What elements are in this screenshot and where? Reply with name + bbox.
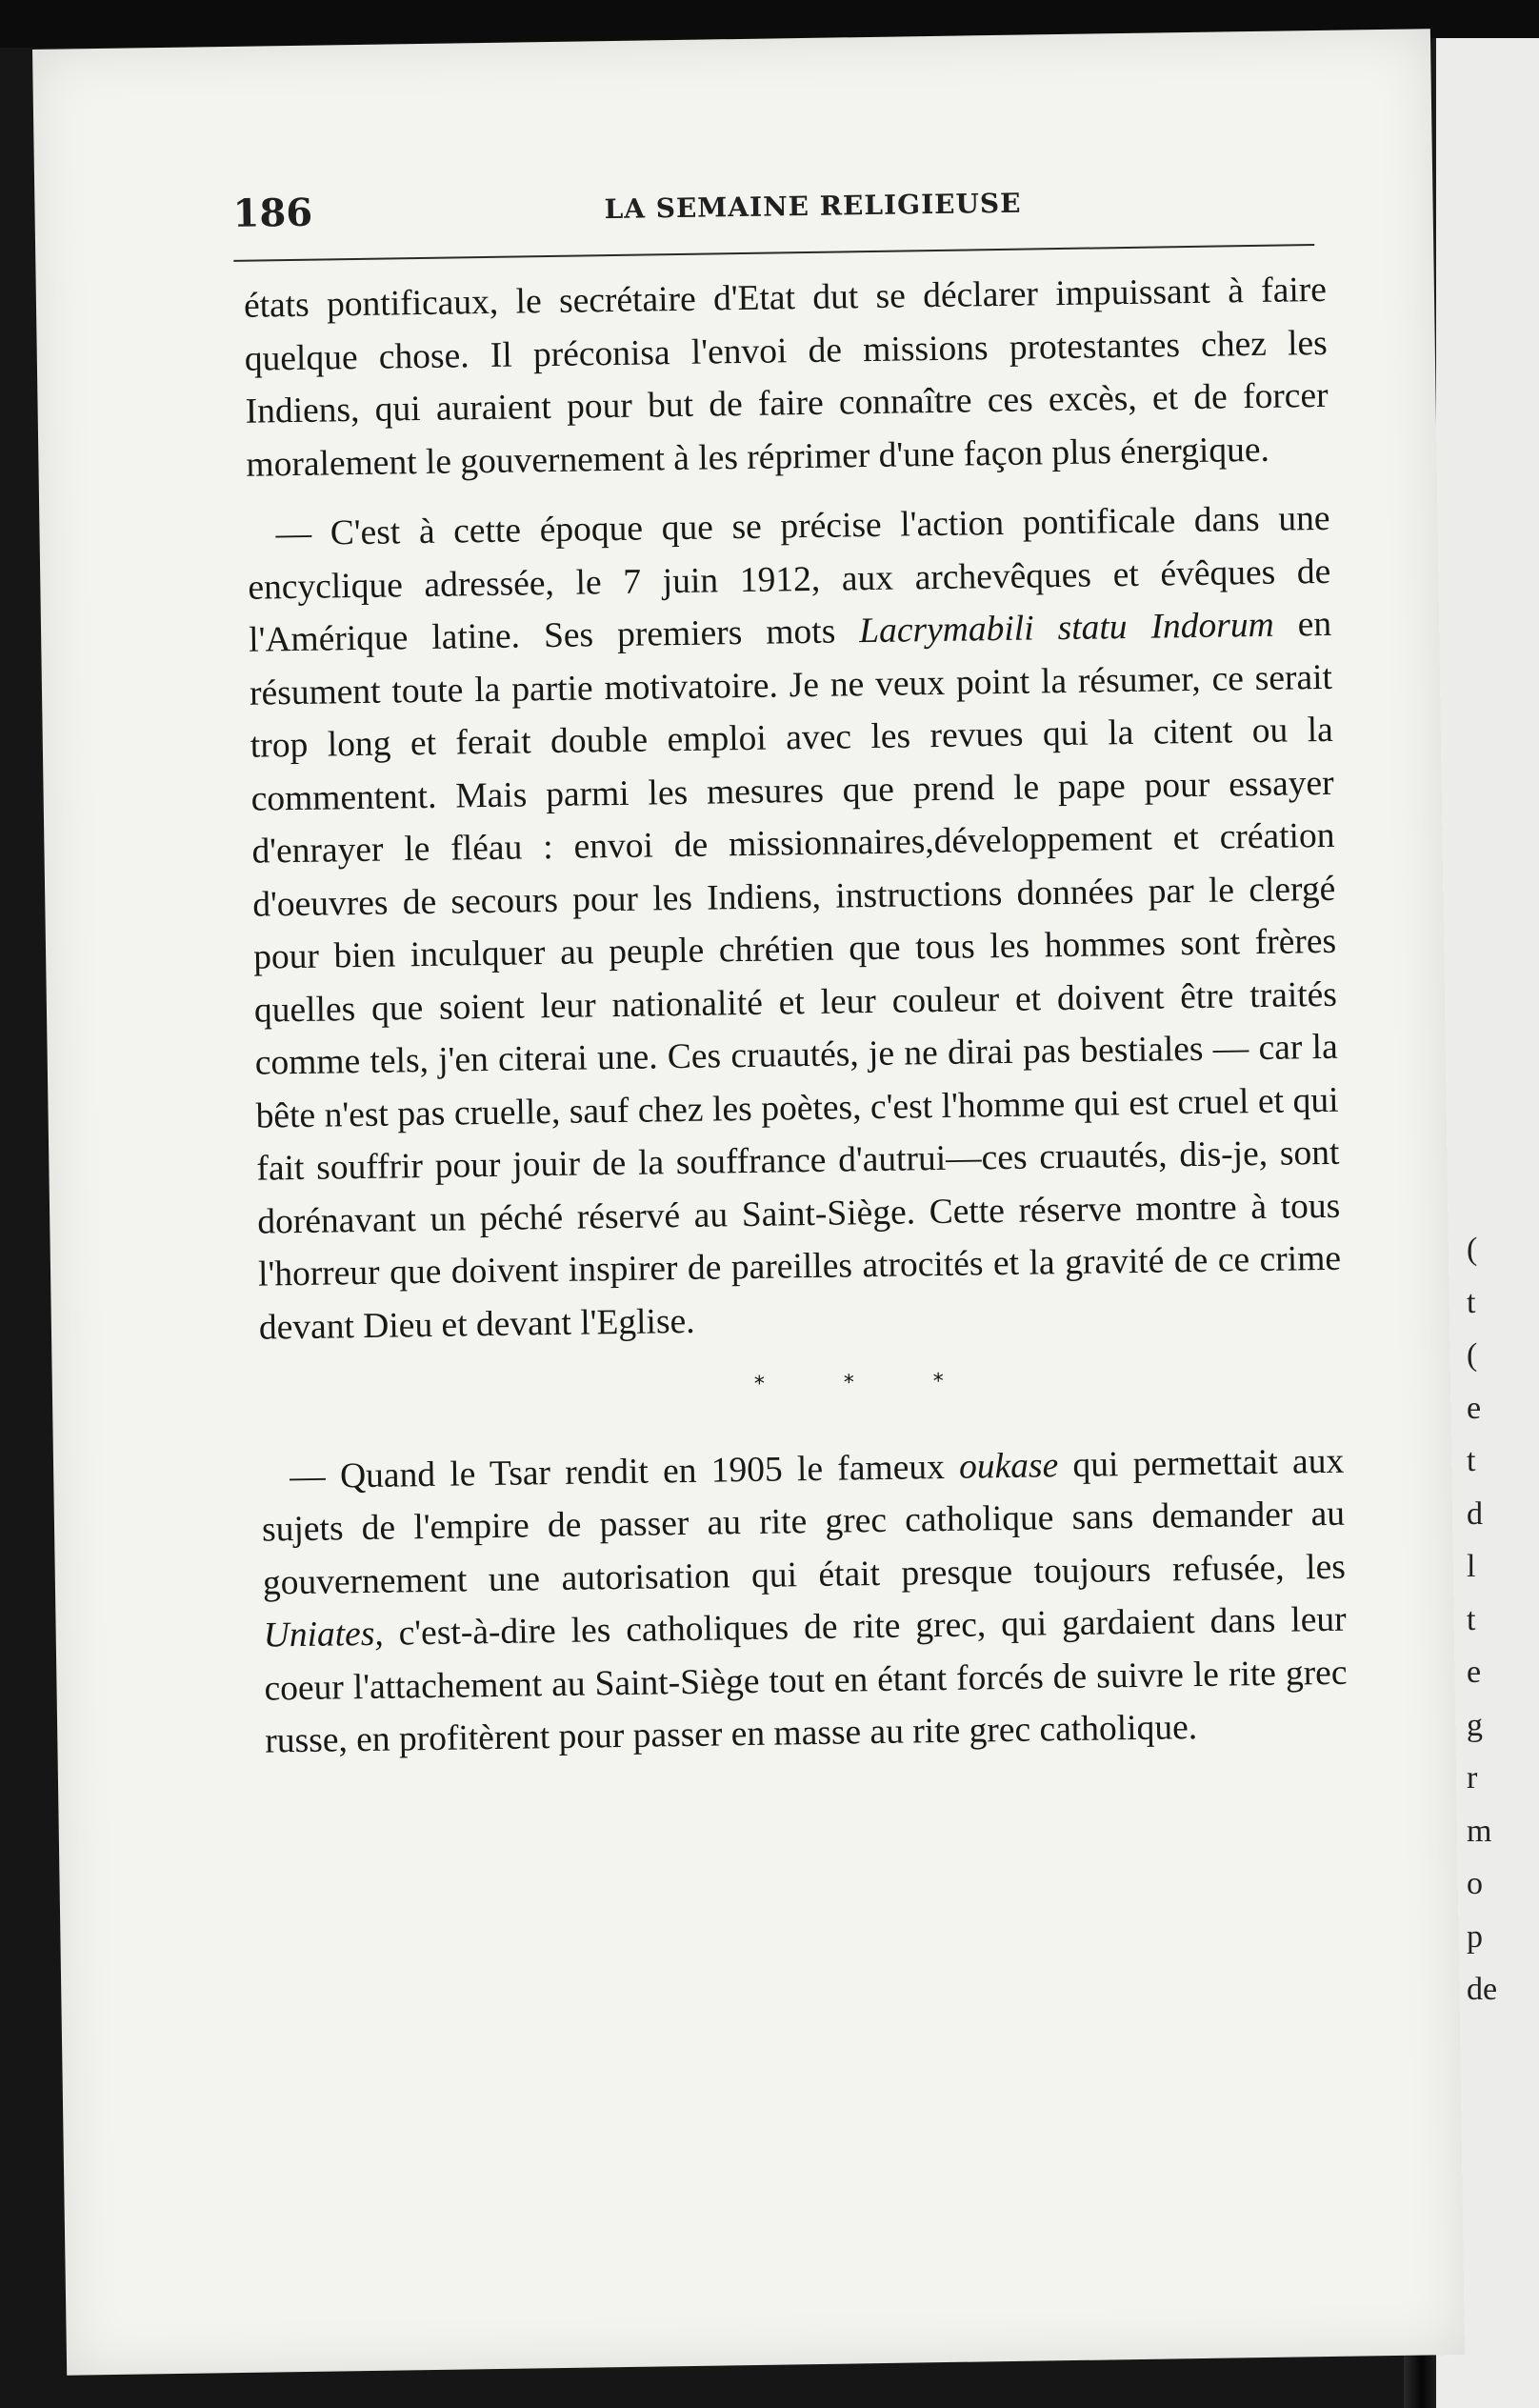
- header-rule: [233, 244, 1314, 262]
- fragment: e: [1467, 1655, 1482, 1690]
- fragment: (: [1467, 1337, 1478, 1373]
- paragraph-2: [247, 492, 1342, 1354]
- fragment: l: [1467, 1549, 1476, 1584]
- paragraph-3-middle: qui permettait aux sujets de l'empire de passer au rite grec catholique sans demander au gouvernement une autorisation qui était presque toujours refusée, les: [261, 1441, 1347, 1603]
- fragment: o: [1467, 1866, 1483, 1901]
- paragraph-1-text: états pontificaux, le secrétaire d'Etat dut se déclarer impuissant à faire quelque chose. Il préconisa l'envoi de missions protestantes chez les Indiens, qui auraient pour but de faire connaître ces excès, et de forcer moralement le gouvernement à les réprimer d'une façon plus énergique.: [243, 270, 1329, 485]
- fragment: p: [1467, 1918, 1483, 1955]
- fragment: e: [1467, 1390, 1482, 1426]
- fragment: r: [1467, 1760, 1478, 1796]
- fragment: m: [1467, 1813, 1492, 1849]
- fragment: (: [1467, 1232, 1478, 1267]
- paragraph-1: [244, 264, 1329, 492]
- fragment: t: [1467, 1284, 1476, 1320]
- book-page: [32, 29, 1465, 2376]
- uniates-term: Uniates,: [263, 1614, 385, 1656]
- paragraph-2-rest: en résument toute la partie motivatoire. Je ne veux point la résumer, ce serait trop long et ferait double emploi avec les revues qui la citent ou la commentent. Mais parmi les mesures que prend le pape pour essayer d'enrayer le fléau : envoi de missionnaires,développement et création d'oeuvres de secours pour les Indiens, instructions données par le clergé pour bien inculquer au peuple chrétien que tous les hommes sont frères quelles que soient leur nationalité et leur couleur et doivent être traités comme tels, j'en citerai une. Ces cruautés, je ne dirai pas bestiales — car la bête n'est pas cruelle, sauf chez les poètes, c'est l'homme qui est cruel et qui fait souffrir pour jouir de la souffrance d'autrui—ces cruautés, dis-je, sont dorénavant un péché réservé au Saint-Siège. Cette réserve montre à tous l'horreur que doivent inspirer de pareilles atrocités et la gravité de ce crime devant Dieu et devant l'Eglise.: [249, 604, 1342, 1348]
- paragraph-3-rest: c'est-à-dire les catholiques de rite grec, qui gardaient dans leur coeur l'attachement au Saint-Siège tout en étant forcés de suivre le rite grec russe, en profitèrent pour passer en masse au rite grec catholique.: [264, 1599, 1348, 1761]
- fragment: d: [1467, 1495, 1483, 1532]
- paragraph-2-lead: — C'est à cette époque que se précise l'action pontificale dans une encyclique adressée, le 7 juin 1912, aux archevêques et évêques de l'Amérique latine. Ses premiers mots: [248, 498, 1331, 660]
- fragment: t: [1467, 1443, 1476, 1478]
- fragment: de: [1467, 1972, 1498, 2007]
- facing-page-text-fragments: [1467, 1223, 1539, 2017]
- page-number: 186: [232, 190, 313, 236]
- body-text: [244, 264, 1349, 1768]
- running-title: LA SEMAINE RELIGIEUSE: [604, 187, 1022, 226]
- oukase-term: oukase: [958, 1445, 1059, 1487]
- encyclical-title: Lacrymabili statu Indorum: [858, 605, 1274, 652]
- paragraph-3: [261, 1435, 1349, 1768]
- fragment: t: [1467, 1601, 1476, 1637]
- section-separator: * * *: [753, 1369, 981, 1396]
- page-header: [232, 164, 1314, 266]
- fragment: g: [1467, 1707, 1483, 1743]
- paragraph-3-lead: — Quand le Tsar rendit en 1905 le fameux: [289, 1447, 960, 1496]
